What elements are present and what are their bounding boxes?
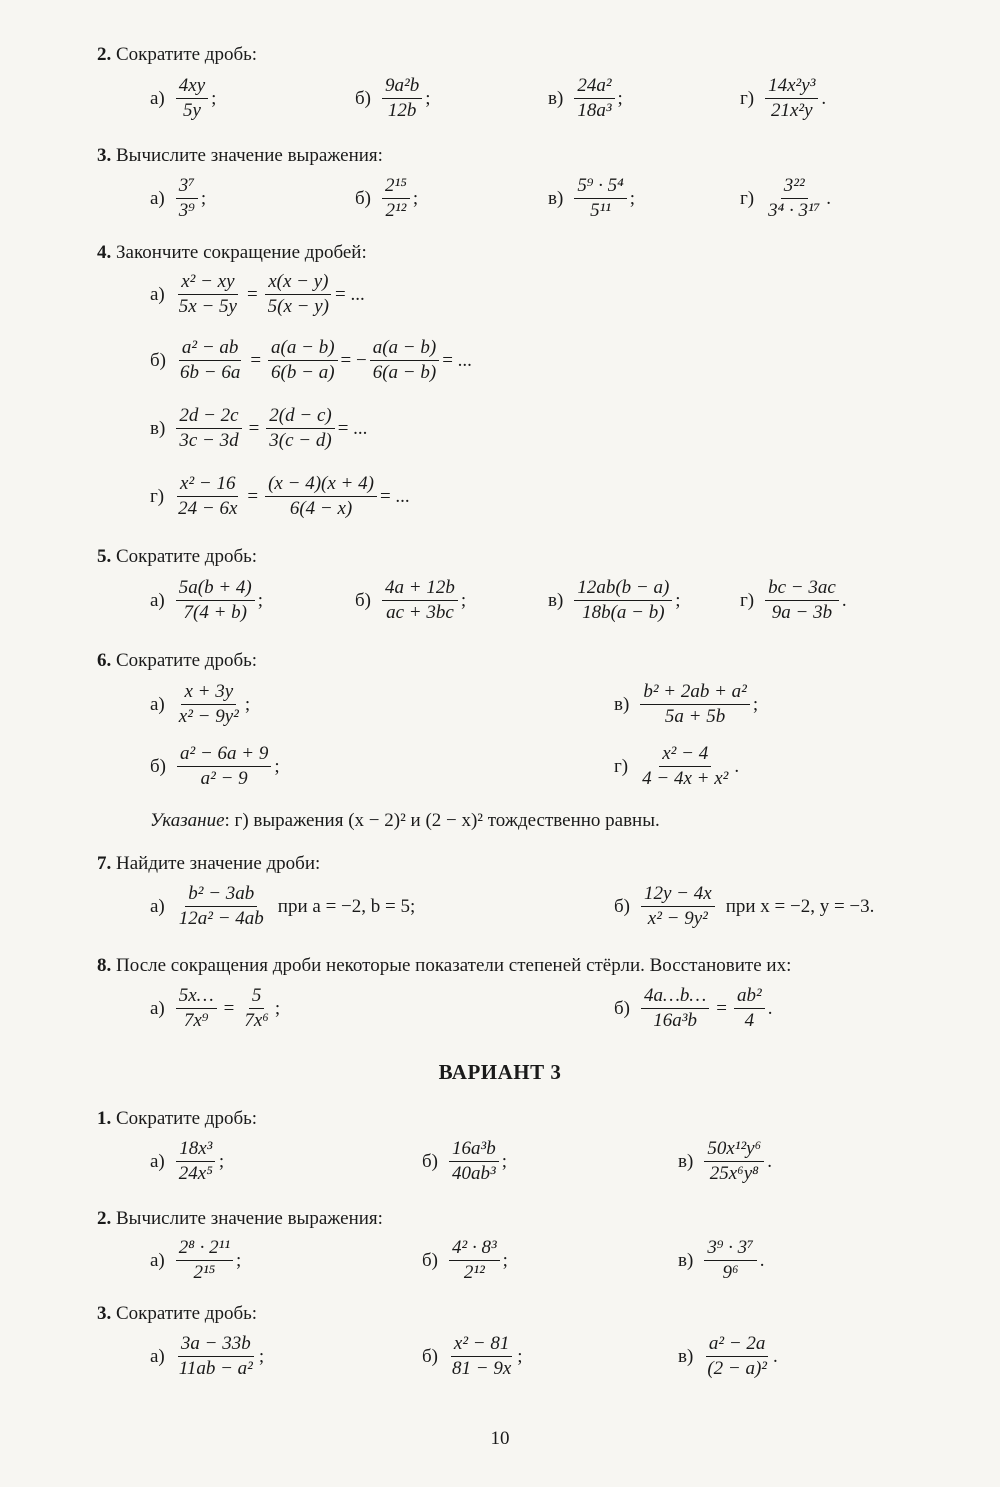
numerator: x² − 81 [451,1332,512,1357]
numerator: a(a − b) [370,336,439,361]
item-label: б) [150,755,166,777]
denominator: 16a³b [653,1010,697,1031]
numerator: 4a + 12b [382,576,458,601]
denominator: 9⁶ [722,1262,739,1283]
item-label: в) [548,589,564,611]
fraction [176,680,242,729]
fraction [734,984,765,1033]
numerator: 4xy [176,74,208,99]
task-8-heading [97,955,791,977]
denominator: (2 − a)² [707,1358,767,1379]
denominator: 2¹² [463,1262,485,1283]
task-4-heading [97,242,367,264]
numerator: ab² [734,984,765,1009]
task-number: 1. [97,1108,112,1129]
denominator: 12a² − 4ab [178,908,264,929]
task-2-heading [97,44,257,66]
denominator: 40ab³ [452,1163,496,1184]
variant-task-3-heading [97,1303,257,1325]
item-label: б) [355,589,371,611]
exercise-item [150,1137,224,1186]
punctuation: ; [412,187,419,209]
task-title: Вычислите значение выражения: [116,1208,383,1229]
item-label: г) [740,87,755,109]
numerator: 5x… [176,984,217,1009]
numerator: a² − ab [179,336,242,361]
task-number: 2. [97,44,112,65]
exercise-item [150,882,415,931]
item-label: а) [150,283,165,305]
punctuation: . [767,1150,772,1172]
numerator: (x − 4)(x + 4) [265,472,377,497]
numerator: 2⁸ · 2¹¹ [176,1236,233,1261]
fraction [574,576,672,625]
exercise-item [150,174,206,223]
item-label: а) [150,997,165,1019]
exercise-item [678,1137,772,1186]
exercise-item: г) $\frac{\text{x² − 16}}{24 - 6x}$ = $\frac{(x - 4)(x + 4)}{6(4 - x)}$ = ... [150,473,410,519]
denominator: 5(x − y) [267,296,330,317]
fraction [382,576,458,625]
punctuation: ; [617,87,623,109]
exercise-item [740,74,826,123]
denominator: x² − 9y² [178,706,239,727]
fraction [175,472,240,521]
exercise-item [548,174,635,223]
numerator: 5⁹ · 5⁴ [574,174,626,199]
numerator: 16a³b [449,1137,499,1162]
item-label: б) [355,187,371,209]
numerator: 3⁹ · 3⁷ [704,1236,756,1261]
denominator: 6(a − b) [372,362,437,383]
task-6-heading [97,650,257,672]
fraction [177,336,243,385]
task-number: 7. [97,853,112,874]
numerator: a(a − b) [268,336,337,361]
punctuation: ; [257,589,264,611]
punctuation: ; [629,187,636,209]
exercise-item [355,576,466,625]
fraction [176,74,208,123]
task-5-heading [97,546,257,568]
denominator: 5x − 5y [178,296,237,317]
numerator: x² − 4 [659,742,711,767]
denominator: 4 − 4x + x² [642,768,729,789]
numerator: 2d − 2c [176,404,241,429]
numerator: 3a − 33b [178,1332,254,1357]
numerator: x + 3y [181,680,236,705]
numerator: 12ab(b − a) [574,576,672,601]
exercise-item [678,1236,765,1285]
hint-label: Указание [150,810,225,831]
exercise-item [355,174,418,223]
item-label: б) [355,87,371,109]
task-title: Сократите дробь: [116,44,258,65]
item-label: в) [678,1150,694,1172]
item-label: в) [678,1345,694,1367]
punctuation: ; [501,1150,507,1172]
fraction [639,742,731,791]
numerator: b² − 3ab [185,882,257,907]
task-3-heading [97,145,383,167]
operator: = − [340,349,367,371]
item-label: б) [422,1345,438,1367]
condition: при x = −2, y = −3. [725,895,875,917]
fraction [449,1137,499,1186]
exercise-item: а) $\frac{\text{x² − xy}}{5x - 5y}$ = $\frac{x(x - y)}{5(x - y)}$ = ... [150,271,365,317]
fraction [382,174,410,223]
punctuation: ; [517,1345,523,1367]
denominator: 6(b − a) [271,362,335,383]
task-title: Сократите дробь: [116,650,258,671]
fraction [176,882,267,931]
punctuation: . [759,1249,765,1271]
fraction [574,174,626,223]
item-label: б) [614,997,630,1019]
item-label: в) [548,187,564,209]
punctuation: ; [236,1249,242,1271]
denominator: x² − 9y² [647,908,708,929]
punctuation: . [767,997,773,1019]
exercise-item [422,1137,507,1186]
punctuation: ; [460,589,467,611]
exercise-item [740,174,831,223]
task-title: Сократите дробь: [116,1108,258,1129]
task-title: Сократите дробь: [116,1303,258,1324]
denominator: 3⁹ [178,200,195,221]
item-label: б) [422,1150,438,1172]
variant-task-1-heading [97,1108,257,1130]
fraction [449,1332,514,1381]
denominator: 24 − 6x [178,498,238,519]
item-label: а) [150,589,165,611]
denominator: 6b − 6a [180,362,241,383]
fraction [449,1236,500,1285]
item-label: в) [678,1249,694,1271]
task-title: После сокращения дроби некоторые показатели степеней стёрли. Восстановите их: [116,955,792,976]
condition: при a = −2, b = 5; [277,895,416,917]
fraction [176,404,241,453]
task-title: Вычислите значение выражения: [116,145,383,166]
denominator: 7x⁶ [244,1010,269,1031]
item-label: а) [150,693,165,715]
fraction [640,680,750,729]
numerator: 4a…b… [641,984,709,1009]
denominator: 2¹⁵ [193,1262,216,1283]
fraction [265,270,332,319]
numerator: 5 [249,984,265,1009]
numerator: 50x¹²y⁶ [704,1137,764,1162]
exercise-item [150,742,280,791]
exercise-item [614,882,874,931]
denominator: 6(4 − x) [289,498,353,519]
item-label: г) [740,589,755,611]
fraction [266,404,334,453]
numerator: 18x³ [176,1137,215,1162]
task-number: 2. [97,1208,112,1229]
denominator: 11ab − a² [178,1358,253,1379]
fraction [765,174,823,223]
numerator: 4² · 8³ [449,1236,500,1261]
item-label: в) [150,417,166,439]
punctuation: ; [425,87,431,109]
numerator: 5a(b + 4) [176,576,255,601]
continuation: = ... [379,485,410,507]
fraction [765,74,818,123]
continuation: = ... [337,417,368,439]
exercise-item: а) $\frac{5x\dots}{\text{7x⁹}}$ = $\frac{5}{\text{7x⁶}}$ ; [150,985,281,1031]
page-number: 10 [490,1428,510,1449]
task-7-heading [97,853,320,875]
hint-note [150,810,660,832]
numerator: 14x²y³ [765,74,818,99]
denominator: 9a − 3b [771,602,833,623]
numerator: x² − xy [178,270,237,295]
numerator: x(x − y) [265,270,331,295]
numerator: 2¹⁵ [382,174,410,199]
denominator: 3(c − d) [269,430,332,451]
numerator: 3²² [781,174,808,199]
item-label: б) [150,349,166,371]
item-label: а) [150,1345,165,1367]
item-label: а) [150,1249,165,1271]
punctuation: ; [258,1345,265,1367]
hint-text: : г) выражения (x − 2)² и (2 − x)² тождественно равны. [224,810,660,831]
item-label: а) [150,895,165,917]
denominator: 2¹² [385,200,407,221]
exercise-item [548,74,623,123]
numerator: 12y − 4x [641,882,715,907]
task-number: 8. [97,955,112,976]
fraction [370,336,439,385]
numerator: 9a²b [382,74,422,99]
exercise-item [614,742,739,791]
numerator: a² − 2a [706,1332,769,1357]
punctuation: ; [211,87,217,109]
fraction [177,742,271,791]
task-number: 5. [97,546,112,567]
fraction [176,984,217,1033]
fraction [704,1137,764,1186]
denominator: 24x⁵ [178,1163,213,1184]
fraction [574,74,614,123]
exercise-item [548,576,681,625]
item-label: в) [548,87,564,109]
denominator: 12b [387,100,417,121]
item-label: а) [150,187,165,209]
denominator: 7x⁹ [183,1010,209,1031]
fraction [176,576,255,625]
denominator: 81 − 9x [452,1358,512,1379]
exercise-item [678,1332,778,1381]
task-title: Сократите дробь: [116,546,258,567]
variant-title: ВАРИАНТ 3 [438,1060,562,1084]
denominator: 4 [744,1010,755,1031]
numerator: bc − 3ac [765,576,839,601]
denominator: 18b(a − b) [582,602,665,623]
exercise-item [355,74,430,123]
numerator: 3⁷ [176,174,198,199]
exercise-item [422,1332,523,1381]
numerator: a² − 6a + 9 [177,742,271,767]
fraction [382,74,422,123]
item-label: б) [614,895,630,917]
denominator: 21x²y [770,100,813,121]
punctuation: . [772,1345,778,1367]
numerator: x² − 16 [177,472,238,497]
fraction [641,984,709,1033]
exercise-item [740,576,847,625]
exercise-item: в) $\frac{2d - 2c}{3c - 3d}$ = $\frac{2(d - c)}{3(c - d)}$ = ... [150,405,368,451]
item-label: г) [614,755,629,777]
task-number: 3. [97,145,112,166]
exercise-item: б) $\frac{4a\dots b\dots}{\text{16a³b}}$ = $\frac{\text{ab²}}{4}$ . [614,985,773,1031]
exercise-item: б) $\frac{\text{a² − ab}}{6b - 6a}$ = $\frac{a(a - b)}{6(b - a)}$ = − $\frac{a(a - b)}{6(a - b)}$ = ... [150,337,472,383]
punctuation: ; [675,589,681,611]
denominator: 5y [182,100,201,121]
fraction [641,882,715,931]
exercise-item [614,680,758,729]
item-label: а) [150,87,165,109]
fraction [265,472,377,521]
task-title: Найдите значение дроби: [116,853,321,874]
denominator: 3⁴ · 3¹⁷ [768,200,821,221]
punctuation: ; [218,1150,225,1172]
fraction [176,270,240,319]
continuation: = ... [335,283,365,305]
numerator: 24a² [574,74,614,99]
item-label: в) [614,693,630,715]
fraction [176,1137,216,1186]
exercise-item [150,680,250,729]
task-title: Закончите сокращение дробей: [116,242,367,263]
fraction [765,576,839,625]
fraction [176,1236,233,1285]
punctuation: ; [200,187,207,209]
denominator: 7(4 + b) [183,602,247,623]
item-label: б) [422,1249,438,1271]
fraction [176,174,198,223]
exercise-item [150,1332,264,1381]
numerator: 2(d − c) [266,404,334,429]
punctuation: . [821,87,827,109]
denominator: 25x⁶y⁸ [709,1163,759,1184]
denominator: 5a + 5b [664,706,726,727]
fraction [176,1332,256,1381]
punctuation: . [826,187,832,209]
punctuation: ; [244,693,251,715]
item-label: г) [740,187,755,209]
fraction [268,336,337,385]
exercise-item [150,1236,241,1285]
fraction [241,984,272,1033]
continuation: = ... [442,349,472,371]
punctuation: ; [752,693,759,715]
item-label: а) [150,1150,165,1172]
variant-task-2-heading [97,1208,383,1230]
exercise-item [150,576,263,625]
fraction [704,1332,770,1381]
denominator: 5¹¹ [590,200,611,221]
task-number: 3. [97,1303,112,1324]
punctuation: . [841,589,847,611]
denominator: 18a³ [577,100,612,121]
punctuation: . [734,755,740,777]
task-number: 4. [97,242,112,263]
task-number: 6. [97,650,112,671]
denominator: a² − 9 [200,768,248,789]
punctuation: ; [274,997,281,1019]
numerator: b² + 2ab + a² [640,680,750,705]
punctuation: ; [274,755,280,777]
punctuation: ; [502,1249,508,1271]
item-label: г) [150,485,165,507]
denominator: ac + 3bc [386,602,454,623]
exercise-item [422,1236,508,1285]
denominator: 3c − 3d [179,430,239,451]
exercise-item [150,74,216,123]
fraction [704,1236,756,1285]
